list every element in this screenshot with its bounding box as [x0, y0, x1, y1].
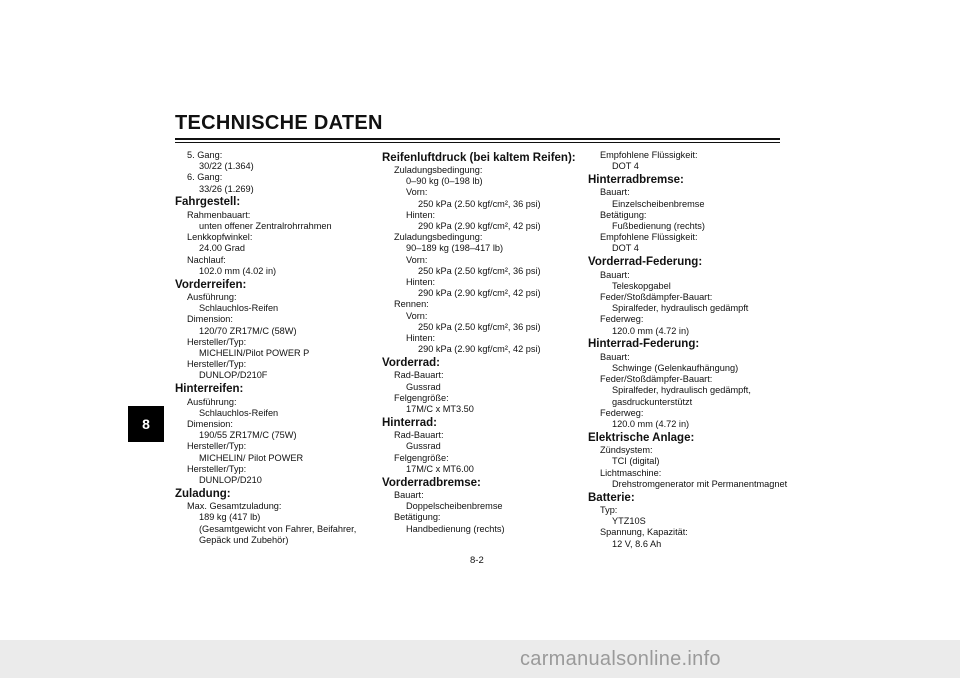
spec-value: Drehstromgenerator mit Permanentmagnet: [612, 478, 788, 489]
spec-value: Spiralfeder, hydraulisch gedämpft: [612, 303, 749, 314]
spec-label: Ausführung:: [187, 396, 237, 407]
spec-label: Empfohlene Flüssigkeit:: [600, 232, 698, 243]
spec-label: Hersteller/Typ:: [187, 463, 247, 474]
spec-label: Hersteller/Typ:: [187, 441, 247, 452]
spec-value: Vorn:: [406, 187, 428, 198]
section-heading: Vorderrad:: [382, 356, 440, 369]
spec-value: 0–90 kg (0–198 lb): [406, 176, 483, 187]
section-heading: Hinterradbremse:: [588, 173, 684, 186]
spec-label: Rennen:: [394, 299, 429, 310]
spec-label: Typ:: [600, 505, 618, 516]
spec-value: Spiralfeder, hydraulisch gedämpft,: [612, 385, 751, 396]
spec-value: Handbedienung (rechts): [406, 523, 505, 534]
spec-value: YTZ10S: [612, 516, 646, 527]
spec-label: Dimension:: [187, 419, 233, 430]
spec-label: Bauart:: [394, 490, 424, 501]
spec-value: 250 kPa (2.50 kgf/cm², 36 psi): [418, 321, 541, 332]
spec-label: Dimension:: [187, 314, 233, 325]
spec-value: DOT 4: [612, 243, 639, 254]
spec-label: 6. Gang:: [187, 172, 223, 183]
watermark: carmanualsonline.info: [520, 648, 721, 670]
section-heading: Batterie:: [588, 491, 635, 504]
spec-value: Gussrad: [406, 441, 441, 452]
spec-column-3: [588, 150, 788, 550]
section-heading: Elektrische Anlage:: [588, 431, 695, 444]
spec-label: Rad-Bauart:: [394, 370, 444, 381]
spec-value: 17M/C x MT6.00: [406, 463, 474, 474]
spec-value: Hinten:: [406, 333, 436, 344]
section-heading: Fahrgestell:: [175, 196, 241, 209]
spec-value: Gussrad: [406, 381, 441, 392]
spec-value: MICHELIN/ Pilot POWER: [199, 452, 304, 463]
section-heading: Hinterrad-Federung:: [588, 338, 700, 351]
section-heading: Hinterrad:: [382, 416, 437, 429]
spec-label: Zuladungsbedingung:: [394, 165, 483, 175]
spec-label: Zuladungsbedingung:: [394, 232, 483, 243]
section-heading: Hinterreifen:: [175, 383, 244, 396]
spec-label: Betätigung:: [394, 512, 441, 523]
spec-label: 5. Gang:: [187, 150, 223, 160]
spec-value: Schlauchlos-Reifen: [199, 407, 279, 418]
spec-value: Doppelscheibenbremse: [406, 501, 503, 512]
spec-value: 290 kPa (2.90 kgf/cm², 42 psi): [418, 221, 541, 232]
spec-label: Nachlauf:: [187, 254, 226, 265]
title-rule-thick: [175, 138, 780, 140]
spec-label: Hersteller/Typ:: [187, 336, 247, 347]
spec-value: DUNLOP/D210F: [199, 370, 268, 381]
spec-value: (Gesamtgewicht von Fahrer, Beifahrer,: [199, 523, 357, 534]
spec-value: 190/55 ZR17M/C (75W): [199, 430, 297, 441]
spec-value: Schwinge (Gelenkaufhängung): [612, 363, 739, 374]
spec-column-2: [382, 150, 576, 535]
section-heading: Reifenluftdruck (bei kaltem Reifen):: [382, 151, 576, 164]
spec-value: 290 kPa (2.90 kgf/cm², 42 psi): [418, 288, 541, 299]
spec-label: Zündsystem:: [600, 445, 653, 456]
page-title: TECHNISCHE DATEN: [175, 112, 383, 134]
chapter-tab: 8: [128, 406, 164, 442]
spec-value: 250 kPa (2.50 kgf/cm², 36 psi): [418, 198, 541, 209]
spec-value: DOT 4: [612, 161, 639, 172]
spec-value: Fußbedienung (rechts): [612, 221, 705, 232]
spec-value: 290 kPa (2.90 kgf/cm², 42 psi): [418, 344, 541, 355]
spec-label: Rad-Bauart:: [394, 430, 444, 441]
spec-value: 120/70 ZR17M/C (58W): [199, 325, 297, 336]
spec-value: TCI (digital): [612, 456, 660, 467]
spec-value: Vorn:: [406, 254, 428, 265]
spec-value: 90–189 kg (198–417 lb): [406, 243, 504, 254]
spec-value: Teleskopgabel: [612, 280, 671, 291]
spec-value: 189 kg (417 lb): [199, 512, 261, 523]
spec-value: DUNLOP/D210: [199, 475, 262, 486]
spec-value: 24.00 Grad: [199, 243, 245, 254]
spec-label: Max. Gesamtzuladung:: [187, 501, 282, 512]
spec-value: 33/26 (1.269): [199, 183, 254, 194]
spec-label: Bauart:: [600, 269, 630, 280]
spec-label: Rahmenbauart:: [187, 209, 251, 220]
spec-value: unten offener Zentralrohrrahmen: [199, 221, 332, 232]
spec-value: Hinten:: [406, 209, 436, 220]
spec-value: Einzelscheibenbremse: [612, 198, 705, 209]
spec-label: Hersteller/Typ:: [187, 359, 247, 370]
spec-value: 30/22 (1.364): [199, 161, 254, 172]
spec-label: Lichtmaschine:: [600, 467, 662, 478]
spec-label: Ausführung:: [187, 292, 237, 303]
spec-value: Vorn:: [406, 310, 428, 321]
spec-label: Federweg:: [600, 407, 644, 418]
spec-value: Schlauchlos-Reifen: [199, 303, 279, 314]
spec-value: 17M/C x MT3.50: [406, 404, 474, 415]
section-heading: Vorderrad-Federung:: [588, 256, 703, 269]
spec-value: 120.0 mm (4.72 in): [612, 325, 690, 336]
section-heading: Vorderradbremse:: [382, 476, 481, 489]
spec-label: Betätigung:: [600, 209, 647, 220]
spec-label: Feder/Stoßdämpfer-Bauart:: [600, 292, 713, 303]
footer-bar: [0, 640, 960, 678]
spec-value: Gepäck und Zubehör): [199, 534, 289, 545]
page-number: 8-2: [470, 555, 484, 566]
spec-column-1: [175, 150, 365, 546]
spec-value: 102.0 mm (4.02 in): [199, 265, 277, 276]
spec-value: gasdruckunterstützt: [612, 396, 693, 407]
spec-value: MICHELIN/Pilot POWER P: [199, 348, 310, 359]
spec-label: Federweg:: [600, 314, 644, 325]
spec-label: Spannung, Kapazität:: [600, 527, 688, 538]
spec-value: 120.0 mm (4.72 in): [612, 419, 690, 430]
spec-label: Lenkkopfwinkel:: [187, 232, 253, 243]
spec-value: Hinten:: [406, 277, 436, 288]
section-heading: Zuladung:: [175, 487, 231, 500]
spec-label: Felgengröße:: [394, 452, 449, 463]
spec-label: Empfohlene Flüssigkeit:: [600, 150, 698, 160]
title-rule-thin: [175, 142, 780, 143]
spec-label: Feder/Stoßdämpfer-Bauart:: [600, 374, 713, 385]
section-heading: Vorderreifen:: [175, 278, 247, 291]
spec-value: 250 kPa (2.50 kgf/cm², 36 psi): [418, 265, 541, 276]
spec-label: Bauart:: [600, 187, 630, 198]
spec-label: Felgengröße:: [394, 392, 449, 403]
spec-label: Bauart:: [600, 351, 630, 362]
spec-value: 12 V, 8.6 Ah: [612, 538, 662, 549]
